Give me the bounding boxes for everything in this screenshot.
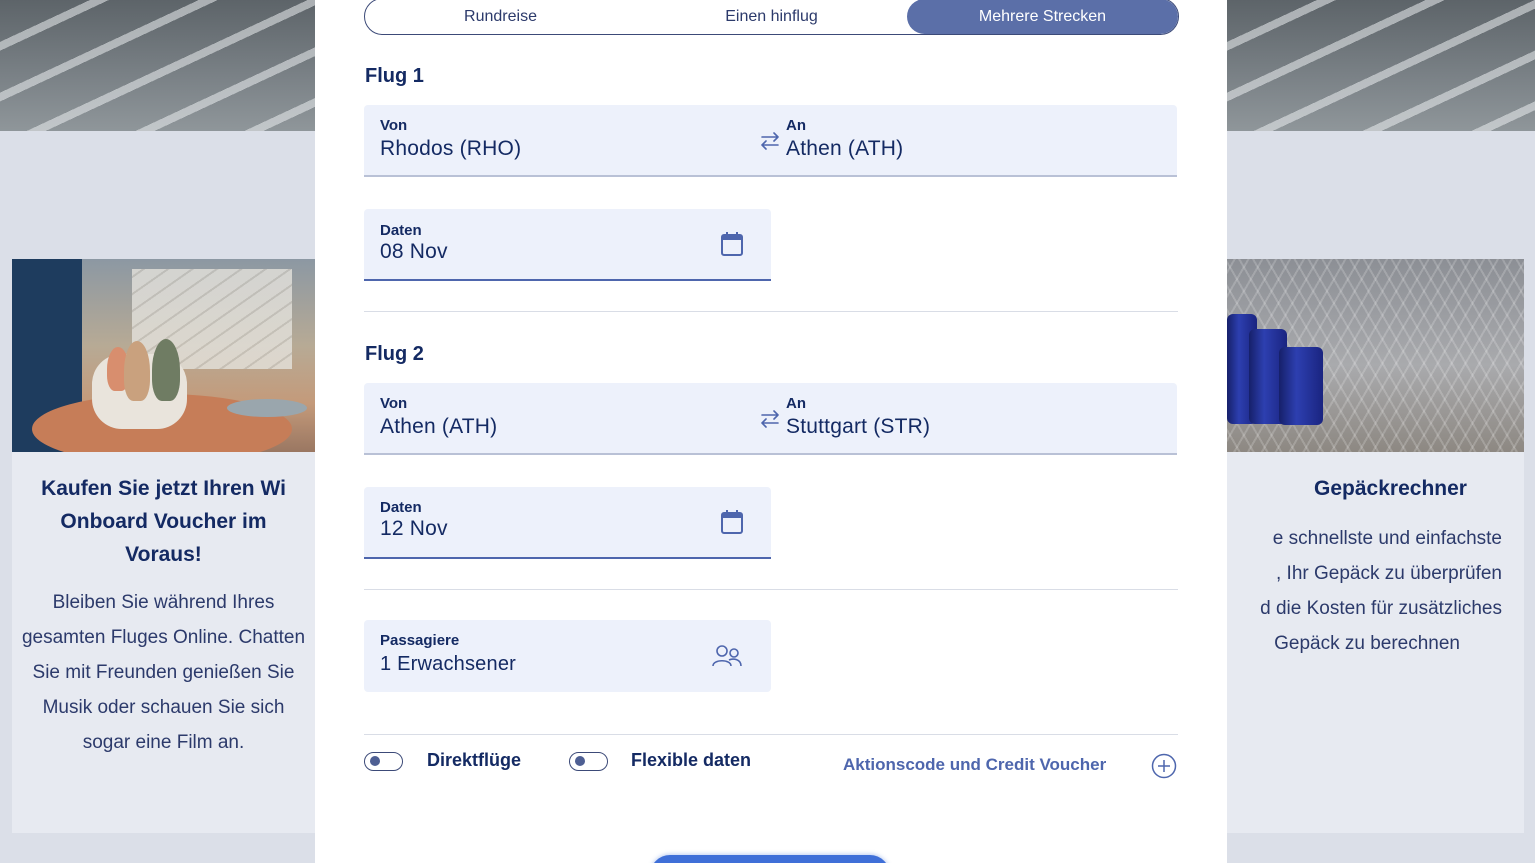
from-field[interactable]: Rhodos (RHO): [380, 137, 522, 160]
flight-search-modal: [315, 0, 1227, 863]
direct-flights-label: Direktflüge: [427, 750, 522, 770]
plus-circle-icon[interactable]: [1151, 753, 1177, 779]
promo-card-baggage-calculator[interactable]: [1227, 259, 1524, 833]
search-flights-button[interactable]: [650, 855, 890, 863]
flight-1-date-field[interactable]: [364, 209, 771, 281]
from-field[interactable]: Athen (ATH): [380, 415, 498, 438]
to-label: An: [786, 395, 806, 412]
promo-code-link[interactable]: Aktionscode und Credit Voucher: [843, 755, 1107, 774]
date-label: Daten: [380, 499, 422, 516]
passengers-label: Passagiere: [380, 632, 460, 649]
card-image-family-lounge: [12, 259, 315, 452]
divider: [364, 734, 1178, 735]
toggle-knob: [575, 756, 585, 766]
passengers-field[interactable]: [364, 620, 771, 692]
flight-2-date-field[interactable]: [364, 487, 771, 559]
card-title: Gepäckrechner: [1314, 477, 1467, 500]
promo-card-wifi-voucher[interactable]: [12, 259, 315, 833]
trip-option-multicity[interactable]: Mehrere Strecken: [907, 0, 1178, 34]
to-field[interactable]: Stuttgart (STR): [786, 415, 931, 438]
flight-2-route: [364, 383, 1177, 455]
card-text: Bleiben Sie während Ihres gesamten Fluges Online. Chatten Sie mit Freunden genießen Sie Musik oder schauen Sie sich sogar eine Film an.: [21, 592, 306, 753]
passengers-icon: [711, 644, 743, 668]
date-label: Daten: [380, 222, 422, 239]
passengers-value: 1 Erwachsener: [380, 653, 516, 675]
card-text: e schnellste und einfachste , Ihr Gepäck zu überprüfen d die Kosten für zusätzliches Gepäck zu berechnen: [1260, 528, 1502, 654]
flexible-dates-toggle[interactable]: [569, 752, 608, 771]
flight-2-title: Flug 2: [365, 343, 424, 365]
card-image-suitcases: [1227, 259, 1524, 452]
from-label: Von: [380, 117, 408, 134]
toggle-knob: [370, 756, 380, 766]
flight-1-route: [364, 105, 1177, 177]
to-label: An: [786, 117, 806, 134]
swap-icon[interactable]: [759, 409, 781, 429]
calendar-icon: [720, 231, 744, 257]
date-value: 08 Nov: [380, 240, 448, 263]
divider: [364, 311, 1178, 312]
flight-1-title: Flug 1: [365, 65, 424, 87]
card-title: Kaufen Sie jetzt Ihren Wi Onboard Voucher im Voraus!: [41, 477, 286, 566]
calendar-icon: [720, 509, 744, 535]
header-runway-image-right: [1227, 0, 1535, 131]
header-runway-image-left: [0, 0, 315, 131]
trip-option-roundtrip[interactable]: Rundreise: [464, 8, 537, 25]
date-value: 12 Nov: [380, 517, 448, 540]
to-field[interactable]: Athen (ATH): [786, 137, 904, 160]
trip-type-toggle: [364, 0, 1179, 35]
divider: [364, 589, 1178, 590]
swap-icon[interactable]: [759, 131, 781, 151]
direct-flights-toggle[interactable]: [364, 752, 403, 771]
from-label: Von: [380, 395, 408, 412]
flexible-dates-label: Flexible daten: [631, 750, 752, 770]
trip-option-oneway[interactable]: Einen hinflug: [725, 8, 818, 25]
